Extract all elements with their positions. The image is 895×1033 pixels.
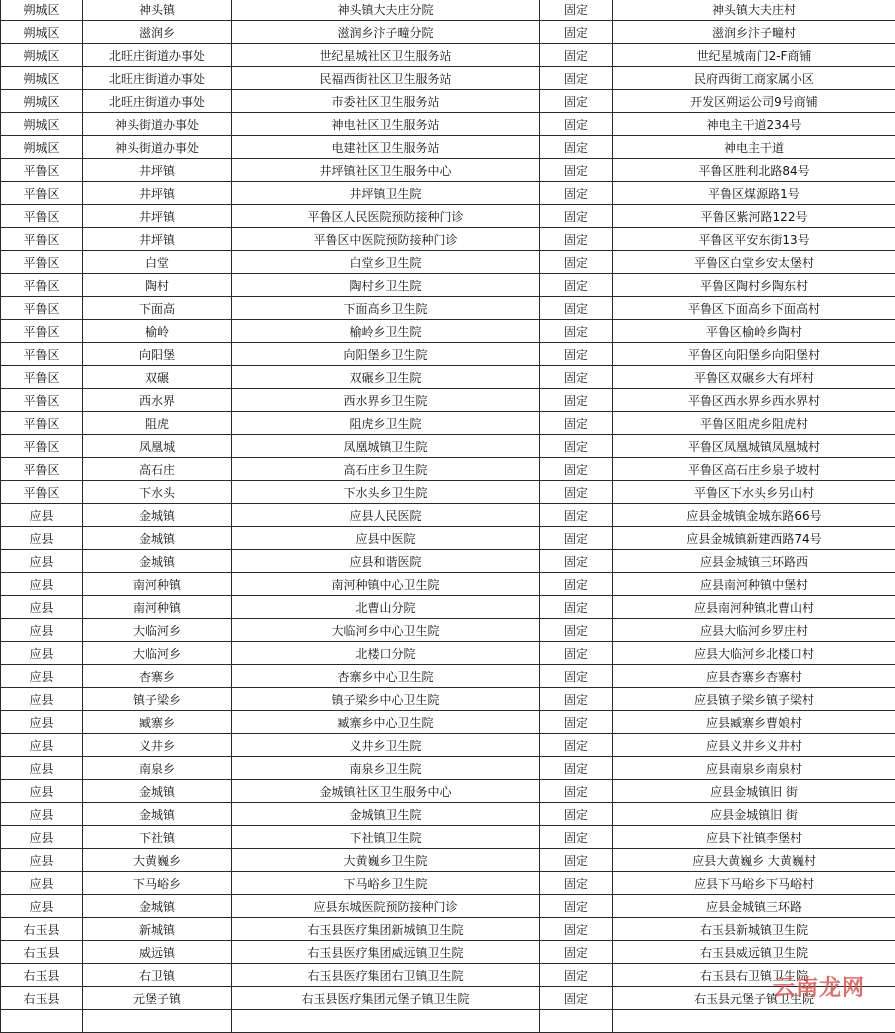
district-cell: 平鲁区 [1,458,83,481]
site-name-cell: 平鲁区人民医院预防接种门诊 [232,205,540,228]
site-name-cell: 右玉县医疗集团新城镇卫生院 [232,918,540,941]
type-cell: 固定 [540,665,613,688]
district-cell: 应县 [1,573,83,596]
district-cell: 平鲁区 [1,182,83,205]
township-cell: 北旺庄街道办事处 [83,44,232,67]
district-cell: 平鲁区 [1,320,83,343]
address-cell: 应县金城镇三环路 [613,895,895,918]
address-cell: 世纪星城南门2-F商铺 [613,44,895,67]
township-cell: 右卫镇 [83,964,232,987]
table-row [1,780,895,803]
type-cell: 固定 [540,159,613,182]
township-cell: 下水头 [83,481,232,504]
type-cell: 固定 [540,872,613,895]
type-cell: 固定 [540,642,613,665]
township-cell: 镇子梁乡 [83,688,232,711]
district-cell: 应县 [1,527,83,550]
site-name-cell: 下马峪乡卫生院 [232,872,540,895]
address-cell: 应县金城镇旧 街 [613,780,895,803]
table-row [1,435,895,458]
district-cell: 应县 [1,826,83,849]
site-name-cell: 西水界乡卫生院 [232,389,540,412]
address-cell: 应县大临河乡罗庄村 [613,619,895,642]
address-cell: 应县下马峪乡下马峪村 [613,872,895,895]
type-cell: 固定 [540,136,613,159]
site-name-cell: 应县东城医院预防接种门诊 [232,895,540,918]
table-row [1,481,895,504]
township-cell: 大临河乡 [83,642,232,665]
township-cell: 义井乡 [83,734,232,757]
site-name-cell: 阻虎乡卫生院 [232,412,540,435]
site-name-cell: 杏寨乡中心卫生院 [232,665,540,688]
type-cell: 固定 [540,113,613,136]
site-name-cell: 高石庄乡卫生院 [232,458,540,481]
address-cell: 应县南泉乡南泉村 [613,757,895,780]
site-name-cell: 向阳堡乡卫生院 [232,343,540,366]
table-row [1,136,895,159]
site-name-cell: 神头镇大夫庄分院 [232,0,540,21]
table-row [1,550,895,573]
site-name-cell: 世纪星城社区卫生服务站 [232,44,540,67]
address-cell: 平鲁区高石庄乡泉子坡村 [613,458,895,481]
type-cell: 固定 [540,274,613,297]
table-row [1,964,895,987]
address-cell: 民府西街工商家属小区 [613,67,895,90]
type-cell: 固定 [540,228,613,251]
township-cell: 金城镇 [83,780,232,803]
address-cell: 平鲁区白堂乡安太堡村 [613,251,895,274]
address-cell: 应县杏寨乡杏寨村 [613,665,895,688]
type-cell: 固定 [540,987,613,1010]
district-cell: 平鲁区 [1,412,83,435]
district-cell: 平鲁区 [1,297,83,320]
district-cell: 朔城区 [1,0,83,21]
site-name-cell: 右玉县医疗集团威远镇卫生院 [232,941,540,964]
table-row [1,734,895,757]
township-cell: 阻虎 [83,412,232,435]
township-cell: 杏寨乡 [83,665,232,688]
district-cell: 右玉县 [1,918,83,941]
township-cell: 榆岭 [83,320,232,343]
type-cell: 固定 [540,573,613,596]
district-cell: 平鲁区 [1,251,83,274]
table-row [1,803,895,826]
district-cell: 应县 [1,757,83,780]
address-cell: 应县金城镇三环路西 [613,550,895,573]
district-cell: 应县 [1,550,83,573]
address-cell: 应县臧寨乡曹娘村 [613,711,895,734]
address-cell [613,1010,895,1033]
site-name-cell: 井坪镇社区卫生服务中心 [232,159,540,182]
address-cell: 平鲁区西水界乡西水界村 [613,389,895,412]
township-cell: 高石庄 [83,458,232,481]
site-name-cell: 平鲁区中医院预防接种门诊 [232,228,540,251]
site-name-cell: 臧寨乡中心卫生院 [232,711,540,734]
township-cell [83,1010,232,1033]
site-name-cell: 陶村乡卫生院 [232,274,540,297]
township-cell: 南泉乡 [83,757,232,780]
site-name-cell: 凤凰城镇卫生院 [232,435,540,458]
township-cell: 金城镇 [83,803,232,826]
table-row [1,895,895,918]
type-cell: 固定 [540,757,613,780]
type-cell: 固定 [540,619,613,642]
township-cell: 金城镇 [83,895,232,918]
watermark-logo: 云南龙网 [773,971,865,1002]
type-cell: 固定 [540,596,613,619]
township-cell: 南河种镇 [83,596,232,619]
type-cell: 固定 [540,688,613,711]
type-cell: 固定 [540,849,613,872]
site-name-cell: 右玉县医疗集团右卫镇卫生院 [232,964,540,987]
address-cell: 应县下社镇李堡村 [613,826,895,849]
address-cell: 平鲁区紫河路122号 [613,205,895,228]
table-row [1,251,895,274]
district-cell: 应县 [1,504,83,527]
township-cell: 南河种镇 [83,573,232,596]
type-cell: 固定 [540,21,613,44]
township-cell: 大黄巍乡 [83,849,232,872]
table-row [1,458,895,481]
district-cell: 应县 [1,803,83,826]
township-cell: 大临河乡 [83,619,232,642]
type-cell: 固定 [540,941,613,964]
type-cell: 固定 [540,251,613,274]
site-name-cell: 榆岭乡卫生院 [232,320,540,343]
address-cell: 应县镇子梁乡镇子梁村 [613,688,895,711]
township-cell: 双碾 [83,366,232,389]
type-cell: 固定 [540,389,613,412]
site-name-cell: 右玉县医疗集团元堡子镇卫生院 [232,987,540,1010]
site-name-cell: 北楼口分院 [232,642,540,665]
district-cell: 应县 [1,734,83,757]
address-cell: 平鲁区向阳堡乡向阳堡村 [613,343,895,366]
site-name-cell: 下水头乡卫生院 [232,481,540,504]
type-cell: 固定 [540,412,613,435]
site-name-cell [232,1010,540,1033]
address-cell: 平鲁区胜利北路84号 [613,159,895,182]
table-row [1,44,895,67]
table-row [1,228,895,251]
district-cell: 应县 [1,895,83,918]
type-cell: 固定 [540,895,613,918]
type-cell: 固定 [540,90,613,113]
type-cell: 固定 [540,504,613,527]
township-cell: 井坪镇 [83,159,232,182]
table-row [1,665,895,688]
district-cell: 朔城区 [1,136,83,159]
district-cell: 应县 [1,596,83,619]
table-row [1,159,895,182]
type-cell: 固定 [540,297,613,320]
type-cell: 固定 [540,964,613,987]
district-cell: 应县 [1,780,83,803]
district-cell: 应县 [1,642,83,665]
district-cell: 朔城区 [1,113,83,136]
table-row [1,182,895,205]
table-row [1,711,895,734]
township-cell: 威远镇 [83,941,232,964]
address-cell: 右玉县新城镇卫生院 [613,918,895,941]
type-cell: 固定 [540,44,613,67]
address-cell: 平鲁区陶村乡陶东村 [613,274,895,297]
district-cell: 右玉县 [1,964,83,987]
township-cell: 陶村 [83,274,232,297]
district-cell [1,1010,83,1033]
township-cell: 滋润乡 [83,21,232,44]
address-cell: 平鲁区榆岭乡陶村 [613,320,895,343]
site-name-cell: 大黄巍乡卫生院 [232,849,540,872]
site-name-cell: 大临河乡中心卫生院 [232,619,540,642]
table-row [1,504,895,527]
type-cell: 固定 [540,205,613,228]
township-cell: 下马峪乡 [83,872,232,895]
township-cell: 金城镇 [83,527,232,550]
district-cell: 平鲁区 [1,481,83,504]
address-cell: 平鲁区下水头乡另山村 [613,481,895,504]
township-cell: 金城镇 [83,550,232,573]
address-cell: 应县金城镇新建西路74号 [613,527,895,550]
site-name-cell: 市委社区卫生服务站 [232,90,540,113]
site-name-cell: 应县和谐医院 [232,550,540,573]
site-name-cell: 井坪镇卫生院 [232,182,540,205]
district-cell: 朔城区 [1,67,83,90]
address-cell: 应县金城镇旧 街 [613,803,895,826]
type-cell: 固定 [540,320,613,343]
township-cell: 臧寨乡 [83,711,232,734]
district-cell: 朔城区 [1,44,83,67]
township-cell: 井坪镇 [83,228,232,251]
district-cell: 平鲁区 [1,274,83,297]
site-name-cell: 白堂乡卫生院 [232,251,540,274]
district-cell: 平鲁区 [1,343,83,366]
table-row [1,412,895,435]
site-name-cell: 下社镇卫生院 [232,826,540,849]
site-name-cell: 电建社区卫生服务站 [232,136,540,159]
table-row [1,297,895,320]
district-cell: 朔城区 [1,21,83,44]
address-cell: 应县义井乡义井村 [613,734,895,757]
township-cell: 井坪镇 [83,205,232,228]
type-cell: 固定 [540,481,613,504]
table-row [1,389,895,412]
type-cell: 固定 [540,366,613,389]
site-name-cell: 义井乡卫生院 [232,734,540,757]
township-cell: 下社镇 [83,826,232,849]
district-cell: 平鲁区 [1,389,83,412]
table-row [1,67,895,90]
type-cell: 固定 [540,780,613,803]
table-row [1,205,895,228]
district-cell: 应县 [1,619,83,642]
type-cell: 固定 [540,826,613,849]
table-row [1,849,895,872]
type-cell: 固定 [540,458,613,481]
township-cell: 凤凰城 [83,435,232,458]
township-cell: 北旺庄街道办事处 [83,67,232,90]
site-name-cell: 南河种镇中心卫生院 [232,573,540,596]
district-cell: 朔城区 [1,90,83,113]
township-cell: 白堂 [83,251,232,274]
township-cell: 神头镇 [83,0,232,21]
address-cell: 平鲁区阻虎乡阻虎村 [613,412,895,435]
district-cell: 右玉县 [1,987,83,1010]
site-name-cell: 应县中医院 [232,527,540,550]
site-name-cell: 下面高乡卫生院 [232,297,540,320]
table-row [1,688,895,711]
table-row [1,274,895,297]
table-row [1,826,895,849]
address-cell: 应县南河种镇中堡村 [613,573,895,596]
table-row [1,573,895,596]
table-row [1,987,895,1010]
table-row [1,343,895,366]
site-name-cell: 神电社区卫生服务站 [232,113,540,136]
table-row [1,918,895,941]
type-cell: 固定 [540,803,613,826]
address-cell: 应县南河种镇北曹山村 [613,596,895,619]
township-cell: 神头街道办事处 [83,136,232,159]
type-cell: 固定 [540,527,613,550]
district-cell: 右玉县 [1,941,83,964]
table-row [1,757,895,780]
address-cell: 平鲁区平安东街13号 [613,228,895,251]
address-cell: 神电主干道234号 [613,113,895,136]
address-cell: 开发区朔运公司9号商铺 [613,90,895,113]
table-row [1,619,895,642]
address-cell: 应县金城镇金城东路66号 [613,504,895,527]
table-body [1,0,895,1033]
type-cell: 固定 [540,67,613,90]
table-row [1,113,895,136]
type-cell: 固定 [540,0,613,21]
address-cell: 应县大黄巍乡 大黄巍村 [613,849,895,872]
township-cell: 金城镇 [83,504,232,527]
table-row [1,642,895,665]
site-name-cell: 南泉乡卫生院 [232,757,540,780]
type-cell: 固定 [540,734,613,757]
address-cell: 右玉县右卫镇卫生院 [613,964,895,987]
table-row [1,366,895,389]
township-cell: 西水界 [83,389,232,412]
district-cell: 平鲁区 [1,228,83,251]
site-name-cell: 滋润乡汴子疃分院 [232,21,540,44]
site-name-cell: 金城镇社区卫生服务中心 [232,780,540,803]
table-row [1,21,895,44]
township-cell: 向阳堡 [83,343,232,366]
table-row [1,0,895,21]
township-cell: 新城镇 [83,918,232,941]
table-row [1,941,895,964]
address-cell: 平鲁区下面高乡下面高村 [613,297,895,320]
address-cell: 应县大临河乡北楼口村 [613,642,895,665]
address-cell: 神头镇大夫庄村 [613,0,895,21]
address-cell: 神电主干道 [613,136,895,159]
table-row [1,596,895,619]
district-cell: 平鲁区 [1,205,83,228]
address-cell: 右玉县元堡子镇卫生院 [613,987,895,1010]
district-cell: 平鲁区 [1,435,83,458]
site-name-cell: 应县人民医院 [232,504,540,527]
address-cell: 平鲁区双碾乡大有坪村 [613,366,895,389]
type-cell: 固定 [540,343,613,366]
district-cell: 应县 [1,688,83,711]
site-name-cell: 双碾乡卫生院 [232,366,540,389]
table-row [1,320,895,343]
address-cell: 平鲁区凤凰城镇凤凰城村 [613,435,895,458]
district-cell: 平鲁区 [1,366,83,389]
type-cell: 固定 [540,182,613,205]
table-row [1,527,895,550]
district-cell: 应县 [1,665,83,688]
township-cell: 下面高 [83,297,232,320]
site-name-cell: 北曹山分院 [232,596,540,619]
township-cell: 元堡子镇 [83,987,232,1010]
township-cell: 神头街道办事处 [83,113,232,136]
township-cell: 北旺庄街道办事处 [83,90,232,113]
address-cell: 平鲁区煤源路1号 [613,182,895,205]
district-cell: 应县 [1,849,83,872]
table-row [1,1010,895,1033]
site-name-cell: 民福西街社区卫生服务站 [232,67,540,90]
site-name-cell: 镇子梁乡中心卫生院 [232,688,540,711]
table-row [1,90,895,113]
type-cell: 固定 [540,550,613,573]
type-cell [540,1010,613,1033]
address-cell: 滋润乡汴子疃村 [613,21,895,44]
type-cell: 固定 [540,711,613,734]
type-cell: 固定 [540,435,613,458]
site-name-cell: 金城镇卫生院 [232,803,540,826]
table-row [1,872,895,895]
type-cell: 固定 [540,918,613,941]
address-cell: 右玉县威远镇卫生院 [613,941,895,964]
district-cell: 应县 [1,711,83,734]
district-cell: 应县 [1,872,83,895]
district-cell: 平鲁区 [1,159,83,182]
township-cell: 井坪镇 [83,182,232,205]
